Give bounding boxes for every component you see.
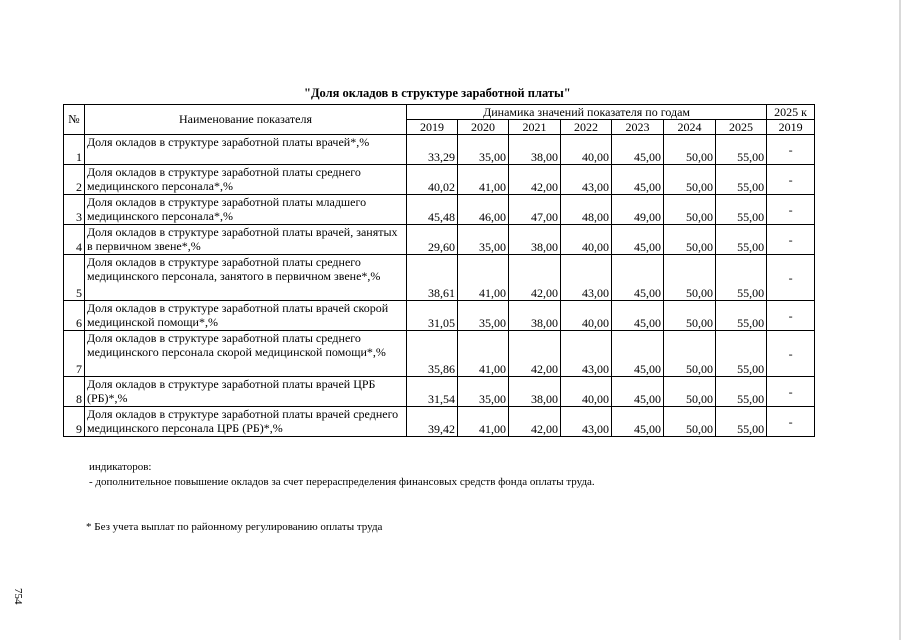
value-cell: 42,00 (509, 165, 561, 195)
footnote: * Без учета выплат по районному регулированию оплаты труда (86, 521, 383, 533)
ratio-cell: - (767, 331, 815, 377)
value-cell: 55,00 (716, 225, 767, 255)
row-number: 4 (64, 225, 85, 255)
value-cell: 41,00 (458, 407, 509, 437)
value-cell: 35,00 (458, 377, 509, 407)
value-cell: 45,48 (407, 195, 458, 225)
value-cell: 47,00 (509, 195, 561, 225)
value-cell: 55,00 (716, 377, 767, 407)
value-cell: 45,00 (612, 331, 664, 377)
value-cell: 38,61 (407, 255, 458, 301)
row-number: 6 (64, 301, 85, 331)
value-cell: 41,00 (458, 331, 509, 377)
value-cell: 38,00 (509, 225, 561, 255)
header-ratio-line2: 2019 (767, 120, 815, 135)
value-cell: 45,00 (612, 165, 664, 195)
value-cell: 42,00 (509, 255, 561, 301)
header-year: 2023 (612, 120, 664, 135)
ratio-cell: - (767, 135, 815, 165)
value-cell: 42,00 (509, 331, 561, 377)
value-cell: 55,00 (716, 407, 767, 437)
value-cell: 43,00 (561, 331, 612, 377)
note-increase: - дополнительное повышение окладов за счет перераспределения финансовых средств фонда оплаты труда. (89, 476, 595, 488)
value-cell: 29,60 (407, 225, 458, 255)
table-body (64, 135, 815, 437)
value-cell: 31,54 (407, 377, 458, 407)
indicator-name: Доля окладов в структуре заработной платы среднего медицинского персонала*,% (85, 165, 407, 195)
value-cell: 38,00 (509, 301, 561, 331)
note-indicators: индикаторов: (89, 461, 152, 473)
value-cell: 40,00 (561, 301, 612, 331)
value-cell: 50,00 (664, 195, 716, 225)
value-cell: 55,00 (716, 165, 767, 195)
header-year: 2024 (664, 120, 716, 135)
value-cell: 48,00 (561, 195, 612, 225)
ratio-cell: - (767, 377, 815, 407)
row-number: 5 (64, 255, 85, 301)
value-cell: 35,00 (458, 301, 509, 331)
indicators-table (63, 104, 815, 437)
row-number: 2 (64, 165, 85, 195)
value-cell: 38,00 (509, 377, 561, 407)
ratio-cell: - (767, 195, 815, 225)
value-cell: 35,00 (458, 135, 509, 165)
value-cell: 55,00 (716, 301, 767, 331)
value-cell: 55,00 (716, 255, 767, 301)
value-cell: 55,00 (716, 135, 767, 165)
table-row (64, 225, 815, 255)
value-cell: 45,00 (612, 225, 664, 255)
value-cell: 41,00 (458, 255, 509, 301)
header-year: 2019 (407, 120, 458, 135)
table-row (64, 255, 815, 301)
value-cell: 50,00 (664, 165, 716, 195)
indicator-name: Доля окладов в структуре заработной платы врачей среднего медицинского персонала ЦРБ (РБ)*,% (85, 407, 407, 437)
page-edge-shadow (899, 0, 901, 640)
row-number: 3 (64, 195, 85, 225)
ratio-cell: - (767, 165, 815, 195)
header-year: 2022 (561, 120, 612, 135)
value-cell: 50,00 (664, 301, 716, 331)
value-cell: 50,00 (664, 255, 716, 301)
ratio-cell: - (767, 255, 815, 301)
value-cell: 45,00 (612, 255, 664, 301)
value-cell: 45,00 (612, 135, 664, 165)
header-dynamics: Динамика значений показателя по годам (407, 105, 767, 120)
value-cell: 39,42 (407, 407, 458, 437)
indicator-name: Доля окладов в структуре заработной платы младшего медицинского персонала*,% (85, 195, 407, 225)
table-row (64, 195, 815, 225)
value-cell: 45,00 (612, 301, 664, 331)
header-year: 2020 (458, 120, 509, 135)
value-cell: 43,00 (561, 255, 612, 301)
value-cell: 41,00 (458, 165, 509, 195)
value-cell: 50,00 (664, 225, 716, 255)
value-cell: 46,00 (458, 195, 509, 225)
value-cell: 35,00 (458, 225, 509, 255)
value-cell: 40,00 (561, 225, 612, 255)
ratio-cell: - (767, 407, 815, 437)
indicator-name: Доля окладов в структуре заработной платы среднего медицинского персонала скорой медицинской помощи*,% (85, 331, 407, 377)
value-cell: 40,00 (561, 135, 612, 165)
value-cell: 45,00 (612, 377, 664, 407)
value-cell: 38,00 (509, 135, 561, 165)
table-row (64, 377, 815, 407)
ratio-cell: - (767, 225, 815, 255)
indicator-name: Доля окладов в структуре заработной платы врачей*,% (85, 135, 407, 165)
value-cell: 45,00 (612, 407, 664, 437)
value-cell: 55,00 (716, 195, 767, 225)
header-name: Наименование показателя (85, 105, 407, 135)
table-row (64, 407, 815, 437)
table-row (64, 331, 815, 377)
row-number: 8 (64, 377, 85, 407)
value-cell: 40,02 (407, 165, 458, 195)
indicator-name: Доля окладов в структуре заработной платы врачей ЦРБ (РБ)*,% (85, 377, 407, 407)
value-cell: 33,29 (407, 135, 458, 165)
table-row (64, 165, 815, 195)
ratio-cell: - (767, 301, 815, 331)
value-cell: 40,00 (561, 377, 612, 407)
row-number: 1 (64, 135, 85, 165)
row-number: 7 (64, 331, 85, 377)
header-year: 2021 (509, 120, 561, 135)
header-num: № (64, 105, 85, 135)
value-cell: 50,00 (664, 331, 716, 377)
table-row (64, 301, 815, 331)
value-cell: 50,00 (664, 377, 716, 407)
page-number: 754 (12, 588, 24, 605)
header-ratio-line1: 2025 к (767, 105, 815, 120)
value-cell: 50,00 (664, 407, 716, 437)
value-cell: 31,05 (407, 301, 458, 331)
row-number: 9 (64, 407, 85, 437)
indicator-name: Доля окладов в структуре заработной платы среднего медицинского персонала, занятого в первичном звене*,% (85, 255, 407, 301)
value-cell: 50,00 (664, 135, 716, 165)
indicator-name: Доля окладов в структуре заработной платы врачей скорой медицинской помощи*,% (85, 301, 407, 331)
value-cell: 42,00 (509, 407, 561, 437)
header-year: 2025 (716, 120, 767, 135)
indicator-name: Доля окладов в структуре заработной платы врачей, занятых в первичном звене*,% (85, 225, 407, 255)
table-row (64, 135, 815, 165)
value-cell: 43,00 (561, 407, 612, 437)
value-cell: 55,00 (716, 331, 767, 377)
value-cell: 49,00 (612, 195, 664, 225)
table-title: "Доля окладов в структуре заработной платы" (304, 86, 571, 100)
value-cell: 35,86 (407, 331, 458, 377)
value-cell: 43,00 (561, 165, 612, 195)
